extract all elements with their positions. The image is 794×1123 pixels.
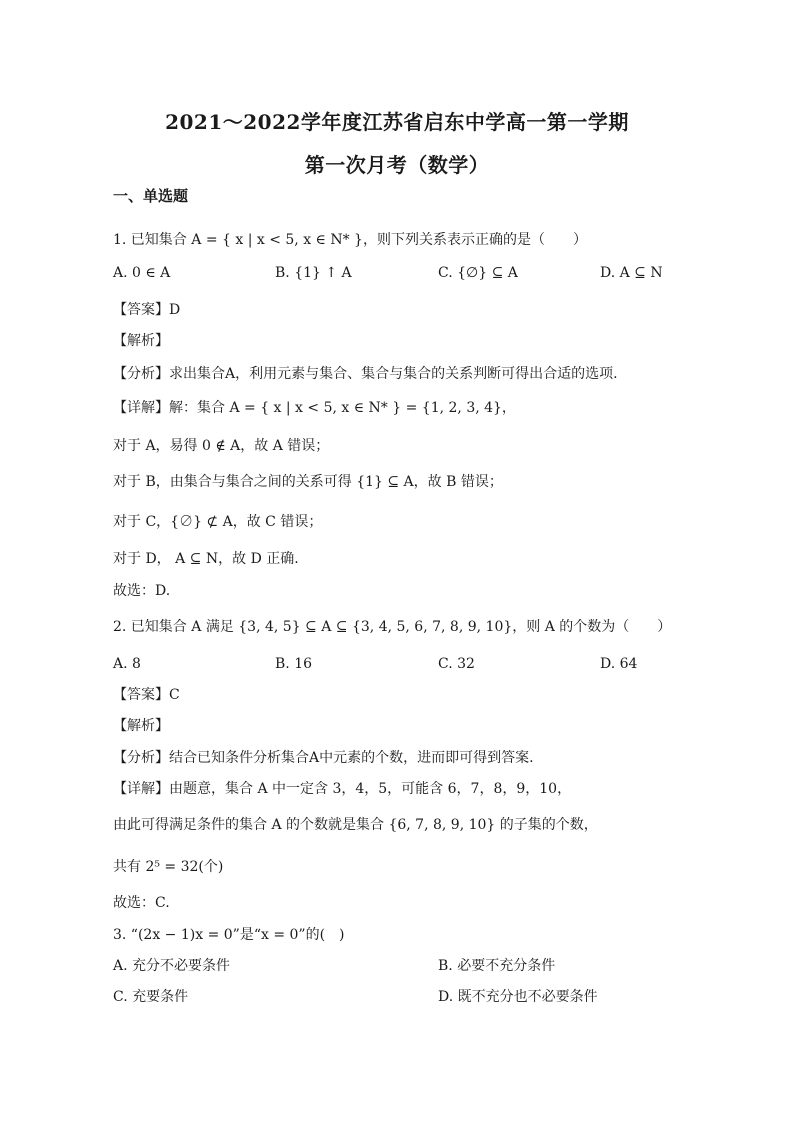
q1-fenxi: 【分析】求出集合A，利用元素与集合、集合与集合的关系判断可得出合适的选项. (113, 366, 618, 382)
q2-option-a: A. 8 (113, 656, 141, 672)
q3-stem: 3. “(2x − 1)x = 0”是“x = 0”的( ) (113, 927, 345, 943)
title-line-1: 2021～2022学年度江苏省启东中学高一第一学期 (165, 110, 629, 134)
q1-option-c: C. {∅} ⊆ A (438, 265, 518, 281)
section-heading: 一、单选题 (113, 187, 189, 205)
q2-answer: 【答案】C (113, 687, 180, 703)
q2-stem: 2. 已知集合 A 满足 {3, 4, 5} ⊆ A ⊆ {3, 4, 5, 6, 7, 8, 9, 10}，则 A 的个数为（ ） (113, 619, 672, 635)
q3-option-a: A. 充分不必要条件 (113, 958, 231, 974)
title-line-2: 第一次月考（数学） (304, 153, 490, 177)
q2-line-2: 共有 2⁵ = 32(个) (113, 859, 224, 875)
q2-analysis-label: 【解析】 (113, 718, 169, 734)
q2-detail: 【详解】由题意，集合 A 中一定含 3，4，5，可能含 6，7，8，9，10， (113, 781, 572, 797)
q1-stem: 1. 已知集合 A = { x | x < 5, x ∈ N* }，则下列关系表示正确的是（ ） (113, 232, 587, 248)
q2-option-d: D. 64 (600, 656, 638, 672)
q2-fenxi: 【分析】结合已知条件分析集合A中元素的个数，进而即可得到答案. (113, 750, 534, 766)
q3-option-d: D. 既不充分也不必要条件 (438, 989, 598, 1005)
q2-option-b: B. 16 (275, 656, 313, 672)
q1-detail: 【详解】解：集合 A = { x | x < 5, x ∈ N* } = {1, 2, 3, 4}， (113, 400, 516, 416)
q3-option-b: B. 必要不充分条件 (438, 958, 556, 974)
q2-option-c: C. 32 (438, 656, 475, 672)
q1-option-a: A. 0 ∈ A (113, 265, 171, 281)
q1-answer: 【答案】D (113, 302, 181, 318)
q1-analysis-label: 【解析】 (113, 333, 169, 349)
q1-option-d: D. A ⊆ N (600, 265, 663, 281)
q1-option-b: B. {1} ↑ A (275, 265, 352, 281)
q2-line-1: 由此可得满足条件的集合 A 的个数就是集合 {6, 7, 8, 9, 10} 的子集的个数， (113, 817, 598, 833)
q1-line-5: 故选：D. (113, 583, 171, 599)
q2-line-3: 故选：C. (113, 895, 170, 911)
q1-line-4: 对于 D， A ⊆ N，故 D 正确. (113, 551, 299, 567)
q1-line-2: 对于 B，由集合与集合之间的关系可得 {1} ⊆ A，故 B 错误； (113, 474, 503, 490)
q1-line-1: 对于 A，易得 0 ∉ A，故 A 错误； (113, 438, 330, 454)
q1-line-3: 对于 C，{∅} ⊄ A，故 C 错误； (113, 514, 323, 530)
q3-option-c: C. 充要条件 (113, 989, 189, 1005)
